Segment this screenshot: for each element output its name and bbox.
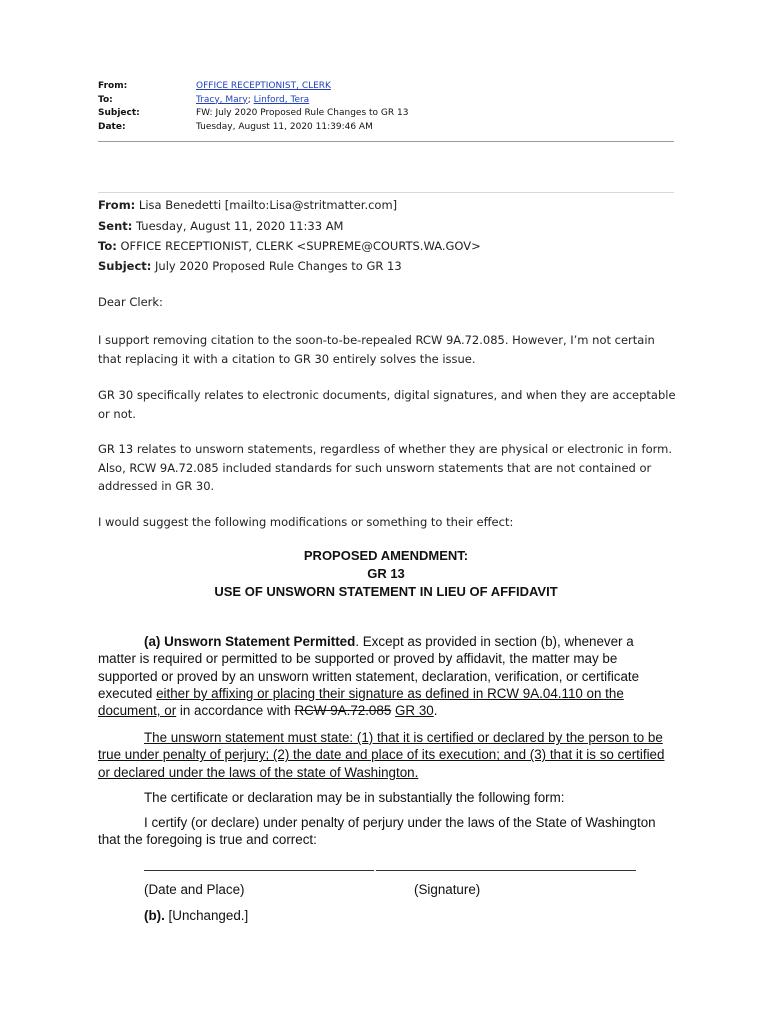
form-intro-paragraph bbox=[98, 789, 670, 806]
section-a-heading: (a) Unsworn Statement Permitted bbox=[144, 634, 356, 649]
forwarded-to-value: OFFICE RECEPTIONIST, CLERK <SUPREME@COURTS.WA.GOV> bbox=[116, 239, 481, 253]
greeting: Dear Clerk: bbox=[98, 295, 163, 309]
amendment-title-1: PROPOSED AMENDMENT: bbox=[303, 548, 469, 563]
body-paragraph-4: I would suggest the following modifications or something to their effect: bbox=[98, 515, 514, 529]
must-state-paragraph bbox=[98, 729, 670, 781]
forwarded-to-label: To: bbox=[98, 239, 117, 253]
section-a-struck-ref: RCW 9A.72.085 bbox=[294, 703, 392, 719]
signature-label: (Signature) bbox=[414, 882, 481, 897]
forwarded-to-line bbox=[98, 236, 481, 256]
certify-paragraph bbox=[98, 814, 670, 849]
date-place-label: (Date and Place) bbox=[144, 882, 245, 897]
amendment-title-3: USE OF UNSWORN STATEMENT IN LIEU OF AFFIDAVIT bbox=[214, 584, 558, 599]
must-state-text: The unsworn statement must state: (1) that it is certified or declared by the person to be true under penalty of perjury; (2) the date and place of its execution; and (3) that it is so certified or declared under the laws of the state of Washington. bbox=[98, 730, 665, 780]
section-a bbox=[98, 633, 670, 719]
forwarded-from-label: From: bbox=[98, 198, 136, 212]
header-from-link[interactable]: OFFICE RECEPTIONIST, CLERK bbox=[196, 81, 331, 91]
header-to-separator: ; bbox=[247, 94, 254, 105]
section-a-new-ref: GR 30 bbox=[395, 703, 434, 719]
body-paragraph-2: GR 30 specifically relates to electronic documents, digital signatures, and when they are acceptable or not. bbox=[98, 388, 676, 421]
section-b-text: [Unchanged.] bbox=[164, 908, 249, 923]
header-from-label: From: bbox=[98, 81, 128, 91]
forwarded-from-line bbox=[98, 195, 397, 215]
forwarded-sent-label: Sent: bbox=[98, 219, 133, 233]
forwarded-subject-line bbox=[98, 256, 402, 276]
forwarded-subject-value: July 2020 Proposed Rule Changes to GR 13 bbox=[151, 259, 402, 273]
header-from-row bbox=[98, 80, 408, 94]
date-place-line bbox=[144, 870, 374, 871]
body-paragraph-3: GR 13 relates to unsworn statements, regardless of whether they are physical or electronic in form. Also, RCW 9A.72.085 included standards for such unsworn statements that are not contained or addressed in GR 30. bbox=[98, 442, 673, 493]
header-date-label: Date: bbox=[98, 121, 126, 132]
body-paragraph-1: I support removing citation to the soon-to-be-repealed RCW 9A.72.085. However, I’m not certain that replacing it with a citation to GR 30 entirely solves the issue. bbox=[98, 333, 655, 366]
header-date-row bbox=[98, 121, 408, 135]
form-intro-text: The certificate or declaration may be in substantially the following form: bbox=[144, 790, 565, 805]
header-subject-row bbox=[98, 107, 408, 121]
header-subject-label: Subject: bbox=[98, 108, 140, 119]
certify-text: I certify (or declare) under penalty of perjury under the laws of the State of Washington that the foregoing is true and correct: bbox=[98, 815, 656, 848]
section-a-text-4: . bbox=[433, 703, 438, 719]
header-divider bbox=[98, 141, 674, 142]
forwarded-from-value: Lisa Benedetti [mailto:Lisa@stritmatter.com] bbox=[135, 198, 398, 212]
section-b bbox=[144, 907, 664, 924]
header-to-label: To: bbox=[98, 94, 113, 105]
signature-line bbox=[376, 870, 636, 871]
forwarded-sent-line bbox=[98, 216, 343, 236]
section-b-label: (b). bbox=[144, 908, 165, 923]
amendment-title-2: GR 13 bbox=[367, 566, 405, 581]
header-date-value: Tuesday, August 11, 2020 11:39:46 AM bbox=[196, 121, 373, 132]
forward-divider bbox=[98, 192, 674, 193]
forwarded-subject-label: Subject: bbox=[98, 259, 152, 273]
section-a-text-1: . Except as provided in section (b), whenever a matter is required or permitted to be supported or proved by affidavit, the matter may be supported or proved by an unsworn written statement, declaration, verification, or certificate executed bbox=[98, 634, 640, 701]
header-to-row bbox=[98, 94, 408, 108]
header-subject-value: FW: July 2020 Proposed Rule Changes to GR 13 bbox=[196, 108, 409, 119]
header-to-link-tracy[interactable]: Tracy, Mary bbox=[196, 94, 248, 105]
email-header bbox=[98, 80, 408, 134]
section-a-text-2: in accordance with bbox=[176, 703, 295, 719]
forwarded-sent-value: Tuesday, August 11, 2020 11:33 AM bbox=[132, 219, 344, 233]
header-to-link-linford[interactable]: Linford, Tera bbox=[253, 94, 310, 105]
section-a-inserted-text: either by affixing or placing their signature as defined in RCW 9A.04.110 on the document, or bbox=[98, 685, 624, 719]
